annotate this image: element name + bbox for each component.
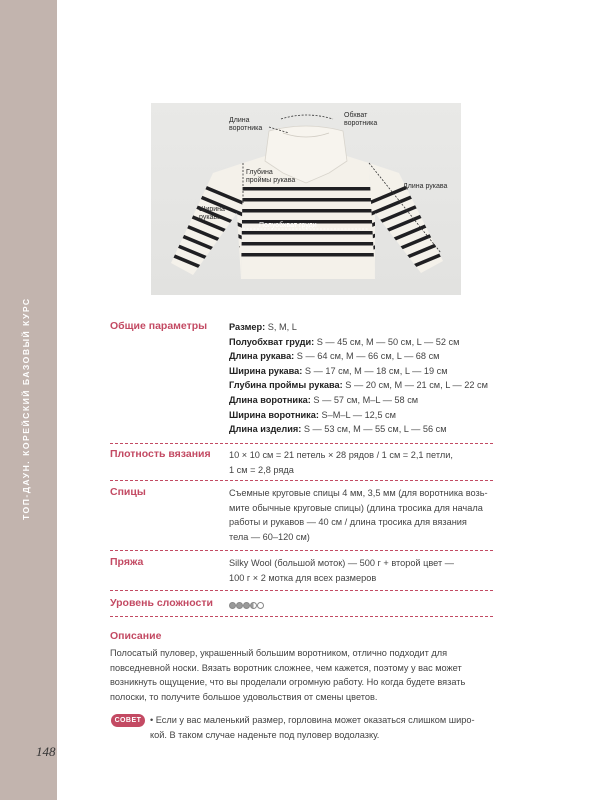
params-label: Общие параметры <box>110 320 208 332</box>
difficulty-dot <box>250 602 257 609</box>
difficulty-dot <box>243 602 250 609</box>
needles-line: Съемные круговые спицы 4 мм, 3,5 мм (для воротника возь- <box>229 488 488 498</box>
needles-line: мите обычные круговые спицы) (длина тросика для начала <box>229 502 483 513</box>
collar-length-value: S — 57 см, M–L — 58 см <box>310 394 419 405</box>
difficulty-label: Уровень сложности <box>110 597 213 609</box>
divider <box>110 443 493 444</box>
sleeve-length-value: S — 64 см, M — 66 см, L — 68 см <box>294 351 440 362</box>
yarn-values <box>229 556 524 585</box>
half-chest-key: Полуобхват груди: <box>229 336 315 347</box>
tip-badge: СОВЕТ <box>111 714 145 727</box>
running-head: ТОП-ДАУН. КОРЕЙСКИЙ БАЗОВЫЙ КУРС <box>21 297 31 520</box>
label-sleeve-width: Ширина рукава <box>199 206 225 221</box>
label-collar-length: Длина воротника <box>229 117 263 132</box>
gauge-line: 10 × 10 см = 21 петель × 28 рядов / 1 см = 2,1 петли, <box>229 450 453 460</box>
garment-length-key: Длина изделия: <box>229 424 302 435</box>
difficulty-dot <box>229 602 236 609</box>
sleeve-length-key: Длина рукава: <box>229 351 295 362</box>
tip-text <box>150 713 502 742</box>
divider <box>110 616 493 617</box>
label-half-chest: Полуобхват груди <box>259 222 317 229</box>
description-text <box>110 646 510 704</box>
armhole-key: Глубина проймы рукава: <box>229 380 343 391</box>
collar-length-key: Длина воротника: <box>229 394 311 405</box>
difficulty-dot <box>257 602 264 609</box>
yarn-line: 100 г × 2 мотка для всех размеров <box>229 572 377 583</box>
gauge-label: Плотность вязания <box>110 448 211 460</box>
sleeve-width-key: Ширина рукава: <box>229 365 303 376</box>
needles-line: тела — 60–120 см) <box>229 531 310 542</box>
difficulty-row <box>110 597 570 613</box>
needles-row <box>110 486 570 546</box>
label-collar-girth: Обхват воротника <box>344 112 378 127</box>
divider <box>110 550 493 551</box>
description-line: Полосатый пуловер, украшенный большим воротником, отлично подходит для <box>110 648 448 658</box>
description-line: возникнуть ощущение, что вы проделали огромную работу. Но когда будете вязать <box>110 677 466 688</box>
description-title: Описание <box>110 630 162 642</box>
sidebar-band <box>0 0 57 800</box>
difficulty-dot <box>236 602 243 609</box>
gauge-line: 1 см = 2,8 ряда <box>229 464 294 475</box>
difficulty-dots <box>229 597 264 609</box>
collar-width-value: S–M–L — 12,5 см <box>318 409 396 420</box>
description-line: повседневной носки. Вязать воротник сложнее, чем кажется, поэтому у вас может <box>110 662 462 673</box>
gauge-row <box>110 448 570 478</box>
tip-line: • Если у вас маленький размер, горловина может оказаться слишком широ- <box>150 715 475 725</box>
armhole-value: S — 20 см, M — 21 см, L — 22 см <box>342 380 488 391</box>
page-number: 148 <box>36 744 56 759</box>
gauge-values <box>229 448 524 477</box>
needles-values <box>229 486 524 544</box>
yarn-line: Silky Wool (большой моток) — 500 г + второй цвет — <box>229 558 454 568</box>
divider <box>110 480 493 481</box>
collar-width-key: Ширина воротника: <box>229 409 319 420</box>
size-key: Размер: <box>229 322 266 332</box>
label-armhole-depth: Глубина проймы рукава <box>246 169 296 184</box>
yarn-label: Пряжа <box>110 556 144 568</box>
collar-girth-line <box>281 115 333 119</box>
label-sleeve-length: Длина рукава <box>403 183 448 190</box>
description-line: полоски, то получите большое удовольствия от смены цветов. <box>110 691 378 702</box>
tip-line: кой. В таком случае наденьте под пуловер водолазку. <box>150 729 380 740</box>
size-value: S, M, L <box>265 322 297 332</box>
yarn-row <box>110 556 570 586</box>
needles-label: Спицы <box>110 486 146 498</box>
sweater-photo <box>151 103 461 295</box>
sleeve-width-value: S — 17 см, M — 18 см, L — 19 см <box>302 365 448 376</box>
garment-length-value: S — 53 см, M — 55 см, L — 56 см <box>301 424 447 435</box>
params-values <box>229 320 524 437</box>
sweater-illustration <box>151 103 461 295</box>
params-row <box>110 320 570 444</box>
divider <box>110 590 493 591</box>
half-chest-value: S — 45 см, M — 50 см, L — 52 см <box>314 336 460 347</box>
needles-line: работы и рукавов — 40 см / длина тросика для вязания <box>229 517 467 528</box>
